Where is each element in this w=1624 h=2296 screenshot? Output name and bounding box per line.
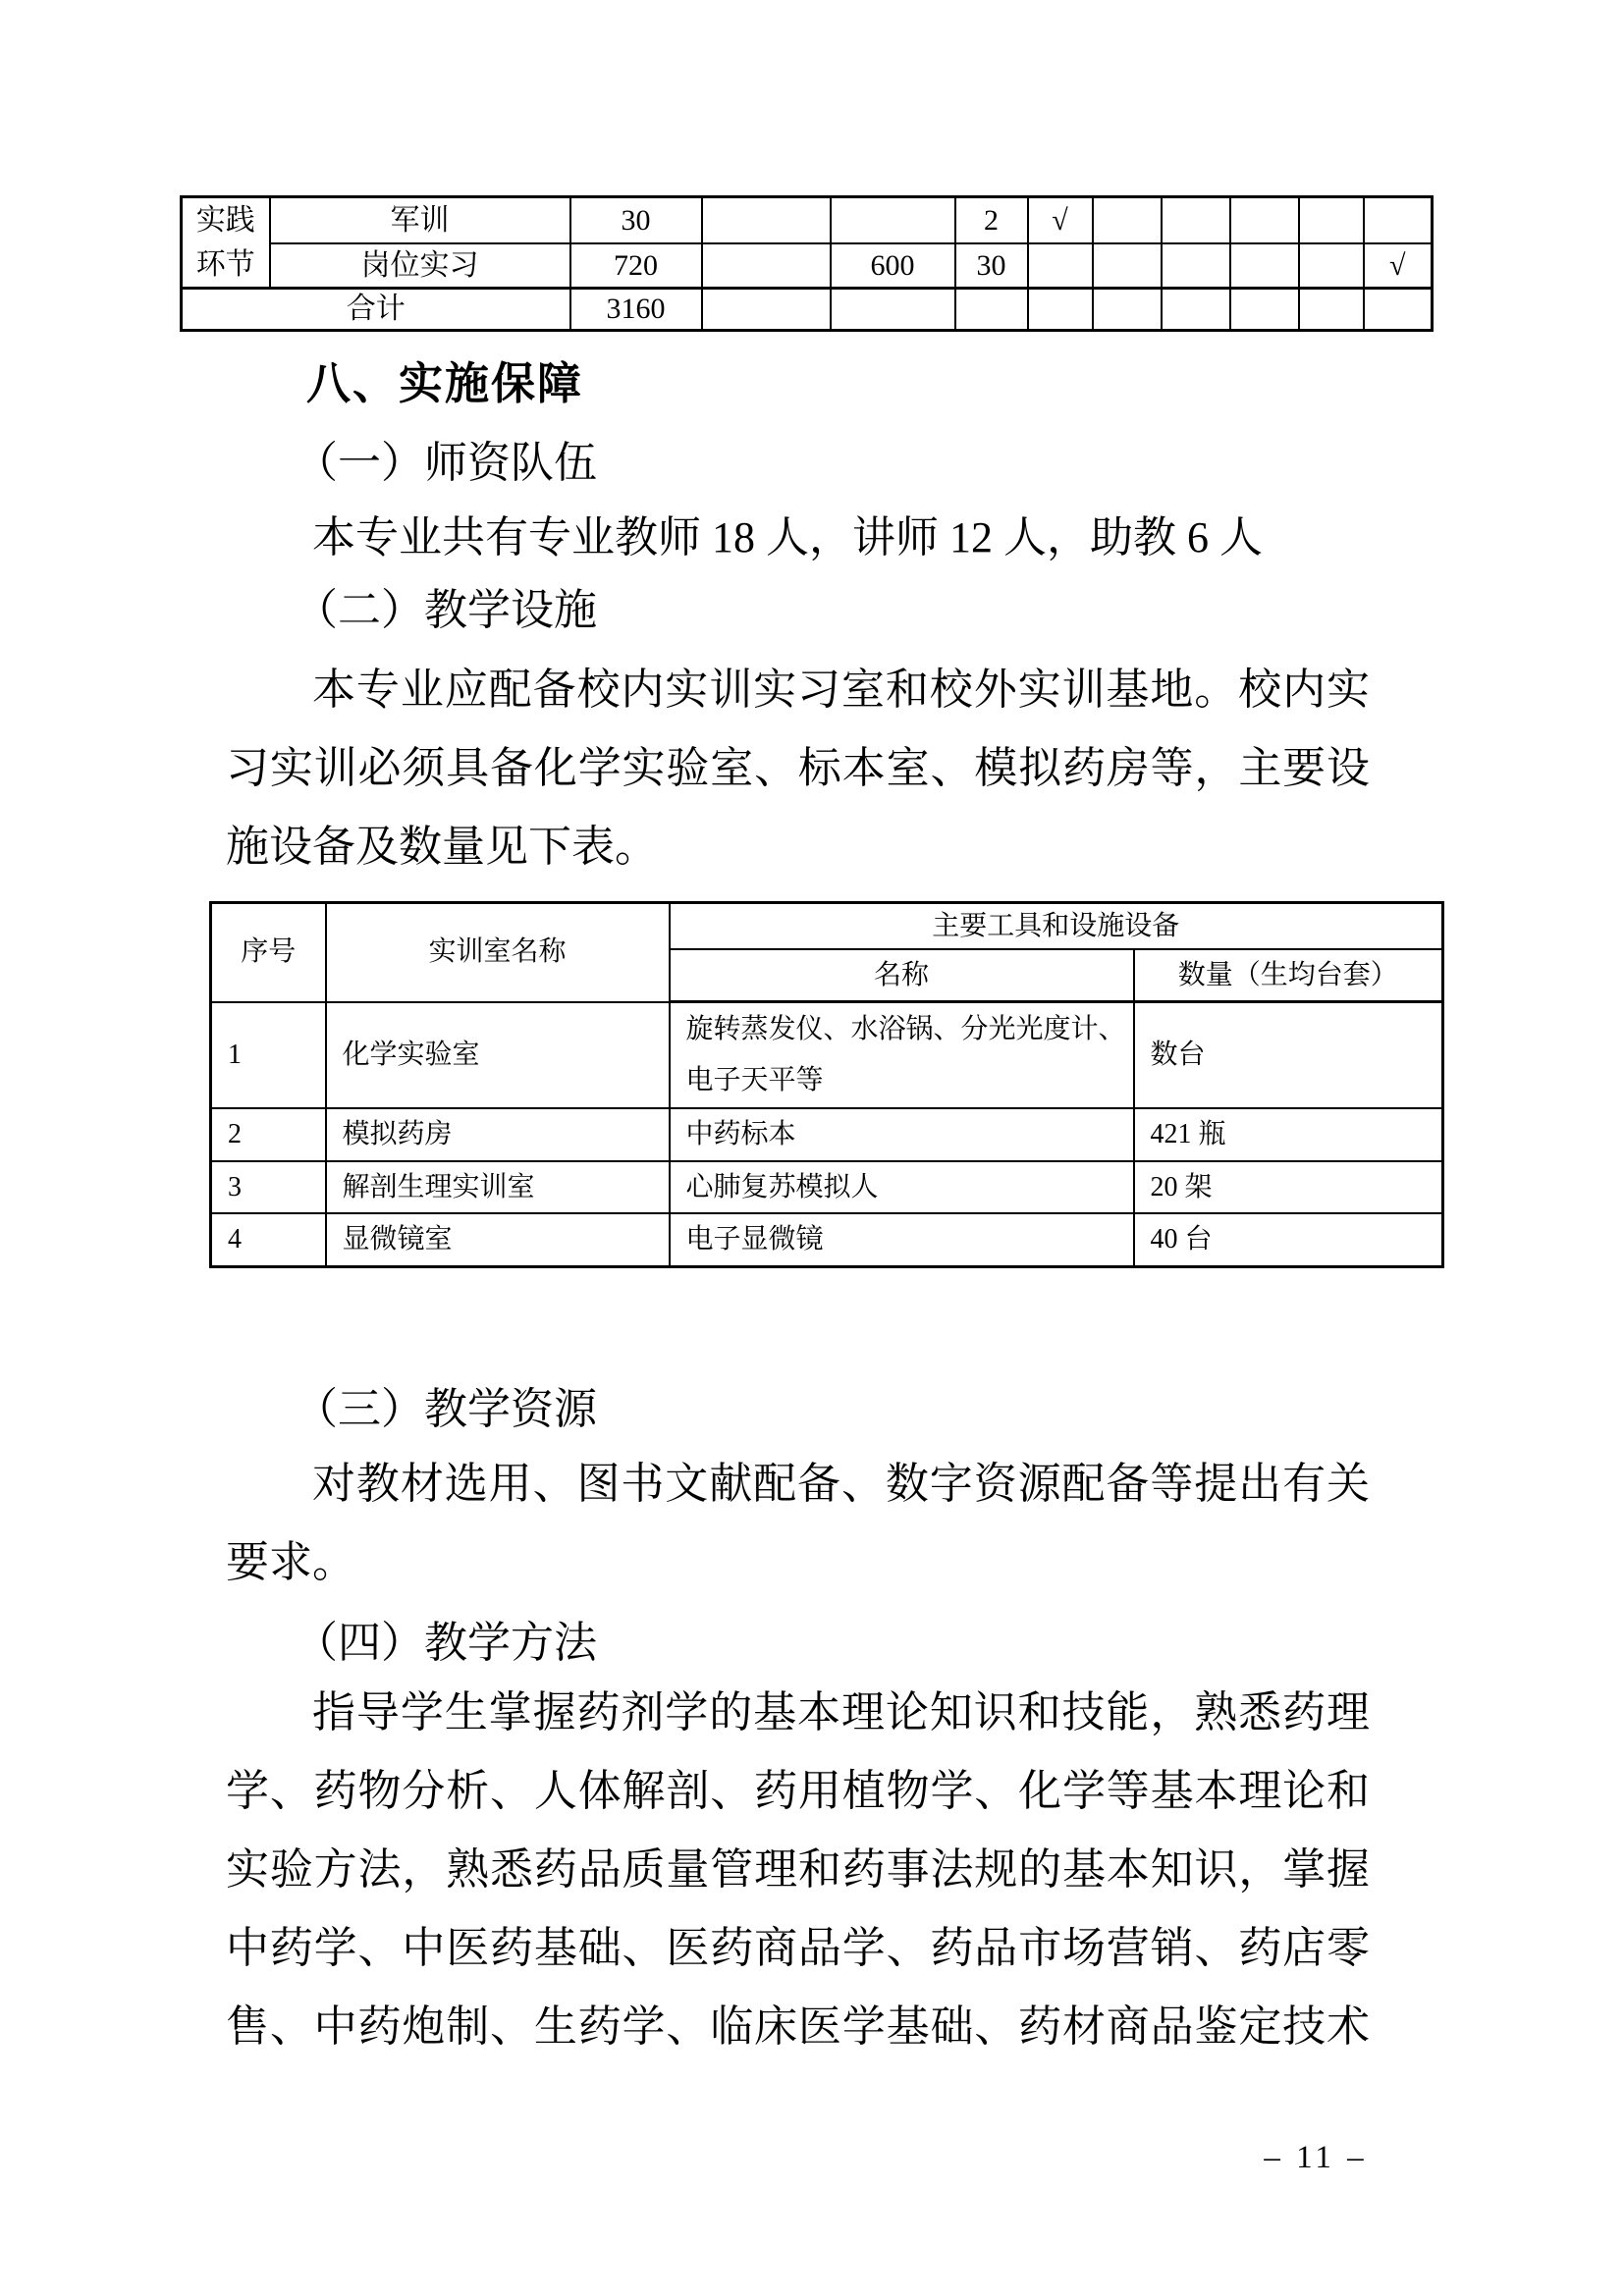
stub-line1: 实践 bbox=[195, 204, 255, 237]
empty-cell bbox=[1230, 197, 1299, 244]
header-room: 实训室名称 bbox=[326, 903, 670, 1002]
cell-practice-hours: 600 bbox=[831, 243, 955, 288]
paragraph-line: 中药学、中医药基础、医药商品学、药品市场营销、药店零 bbox=[226, 1924, 1370, 1972]
paragraph-line: 施设备及数量见下表。 bbox=[226, 823, 658, 871]
paragraph-resources bbox=[226, 1445, 1370, 1602]
table-row-total bbox=[182, 289, 1433, 331]
cell-qty: 数台 bbox=[1134, 1002, 1443, 1109]
cell-course-name: 岗位实习 bbox=[270, 243, 570, 288]
empty-cell bbox=[702, 197, 831, 244]
empty-cell bbox=[1028, 289, 1093, 331]
stub-line2: 环节 bbox=[195, 248, 255, 281]
table-row bbox=[211, 1002, 1443, 1109]
cell-weeks: 30 bbox=[955, 243, 1028, 288]
empty-cell bbox=[1162, 289, 1230, 331]
cell-qty: 40 台 bbox=[1134, 1213, 1443, 1267]
cell-checkmark: √ bbox=[1364, 243, 1433, 288]
paragraph-line: 指导学生掌握药剂学的基本理论知识和技能，熟悉药理 bbox=[312, 1688, 1370, 1736]
cell-hours: 30 bbox=[570, 197, 702, 244]
empty-cell bbox=[1230, 289, 1299, 331]
empty-cell bbox=[831, 197, 955, 244]
empty-cell bbox=[1162, 197, 1230, 244]
paragraph-line: 学、药物分析、人体解剖、药用植物学、化学等基本理论和 bbox=[226, 1767, 1370, 1815]
empty-cell bbox=[1364, 289, 1433, 331]
paragraph-line: 对教材选用、图书文献配备、数字资源配备等提出有关 bbox=[312, 1460, 1370, 1508]
empty-cell bbox=[1299, 197, 1364, 244]
cell-seq: 3 bbox=[211, 1161, 326, 1213]
header-tool-name: 名称 bbox=[670, 949, 1134, 1002]
subsection-heading-1: （一）师资队伍 bbox=[295, 439, 597, 487]
header-qty: 数量（生均台套） bbox=[1134, 949, 1443, 1002]
empty-cell bbox=[1093, 197, 1162, 244]
page-number: – 11 – bbox=[1264, 2140, 1368, 2175]
cell-weeks: 2 bbox=[955, 197, 1028, 244]
curriculum-table-continuation bbox=[180, 195, 1434, 332]
cell-tool-name: 旋转蒸发仪、水浴锅、分光光度计、电子天平等 bbox=[670, 1002, 1134, 1109]
row-header-practice bbox=[182, 197, 270, 289]
empty-cell bbox=[831, 289, 955, 331]
cell-hours: 720 bbox=[570, 243, 702, 288]
empty-cell bbox=[702, 243, 831, 288]
empty-cell bbox=[1364, 197, 1433, 244]
paragraph-line: 本专业共有专业教师 18 人，讲师 12 人，助教 6 人 bbox=[312, 513, 1263, 561]
table-row bbox=[182, 197, 1433, 244]
paragraph-facilities bbox=[226, 651, 1370, 886]
cell-room: 模拟药房 bbox=[326, 1108, 670, 1161]
empty-cell bbox=[955, 289, 1028, 331]
empty-cell bbox=[1299, 243, 1364, 288]
paragraph-methods bbox=[226, 1674, 1370, 2066]
empty-cell bbox=[1028, 243, 1093, 288]
subsection-heading-2: （二）教学设施 bbox=[295, 586, 597, 634]
paragraph-line: 本专业应配备校内实训实习室和校外实训基地。校内实 bbox=[312, 666, 1370, 714]
empty-cell bbox=[1093, 243, 1162, 288]
paragraph-line: 售、中药炮制、生药学、临床医学基础、药材商品鉴定技术 bbox=[226, 2002, 1370, 2051]
table-row bbox=[211, 1161, 1443, 1213]
header-tools: 主要工具和设施设备 bbox=[670, 903, 1443, 950]
paragraph-line: 习实训必须具备化学实验室、标本室、模拟药房等，主要设 bbox=[226, 744, 1370, 792]
cell-checkmark: √ bbox=[1028, 197, 1093, 244]
cell-tool-name: 中药标本 bbox=[670, 1108, 1134, 1161]
cell-qty: 20 架 bbox=[1134, 1161, 1443, 1213]
table-row bbox=[211, 1108, 1443, 1161]
table-row bbox=[211, 1213, 1443, 1267]
cell-room: 化学实验室 bbox=[326, 1002, 670, 1109]
subsection-heading-3: （三）教学资源 bbox=[295, 1385, 597, 1433]
subsection-heading-4: （四）教学方法 bbox=[295, 1619, 597, 1667]
cell-seq: 2 bbox=[211, 1108, 326, 1161]
cell-tool-name: 心肺复苏模拟人 bbox=[670, 1161, 1134, 1213]
table-row bbox=[182, 243, 1433, 288]
cell-total-label: 合计 bbox=[182, 289, 570, 331]
cell-seq: 1 bbox=[211, 1002, 326, 1109]
cell-qty: 421 瓶 bbox=[1134, 1108, 1443, 1161]
cell-course-name: 军训 bbox=[270, 197, 570, 244]
cell-room: 解剖生理实训室 bbox=[326, 1161, 670, 1213]
header-seq: 序号 bbox=[211, 903, 326, 1002]
empty-cell bbox=[1162, 243, 1230, 288]
cell-total-hours: 3160 bbox=[570, 289, 702, 331]
paragraph-line: 要求。 bbox=[226, 1538, 355, 1586]
facilities-table bbox=[209, 901, 1444, 1268]
empty-cell bbox=[1230, 243, 1299, 288]
table-header-row bbox=[211, 903, 1443, 950]
empty-cell bbox=[1093, 289, 1162, 331]
paragraph-line: 实验方法，熟悉药品质量管理和药事法规的基本知识，掌握 bbox=[226, 1845, 1370, 1894]
empty-cell bbox=[702, 289, 831, 331]
cell-room: 显微镜室 bbox=[326, 1213, 670, 1267]
cell-seq: 4 bbox=[211, 1213, 326, 1267]
empty-cell bbox=[1299, 289, 1364, 331]
cell-tool-name: 电子显微镜 bbox=[670, 1213, 1134, 1267]
section-heading-8: 八、实施保障 bbox=[306, 358, 584, 408]
